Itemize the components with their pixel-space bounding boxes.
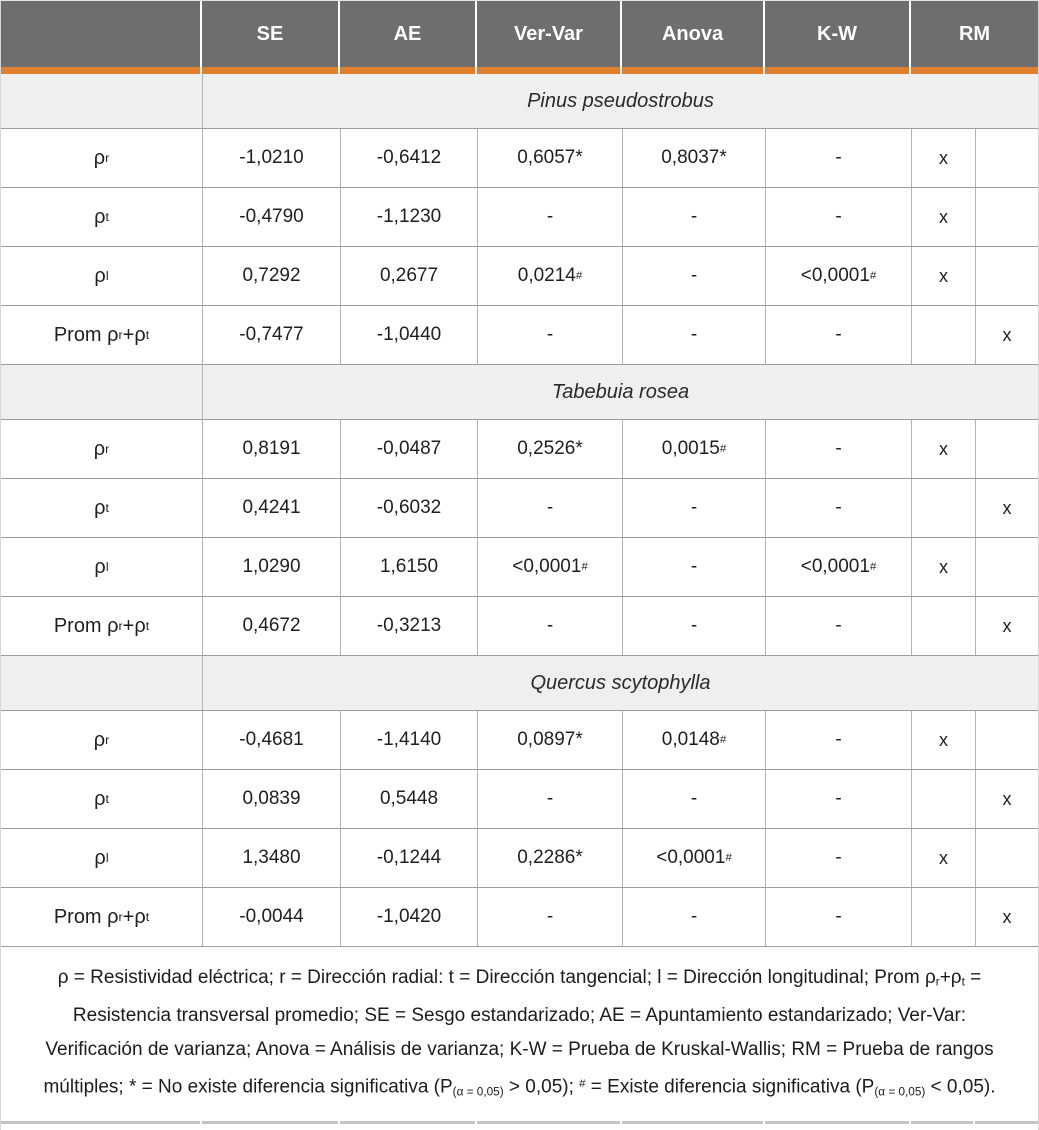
column-header-row-label [1, 1, 202, 67]
cell-anova: 0,0148 # [622, 711, 765, 769]
subscript: t [105, 210, 109, 224]
bottom-border-segment [1, 1121, 202, 1124]
row-label: ρ r [93, 728, 110, 751]
row-label: ρ l [94, 264, 109, 287]
bottom-border-segment [975, 1121, 1038, 1124]
cell-k-w: - [765, 479, 911, 537]
cell-ae: -1,0420 [340, 888, 477, 946]
subscript: l [105, 851, 109, 865]
species-row [1, 74, 1038, 129]
row-label: ρ t [94, 205, 109, 228]
bottom-border-segment [765, 1121, 911, 1124]
bottom-border-segment [202, 1121, 340, 1124]
cell-se: 0,8191 [202, 420, 340, 478]
row-label: ρ l [94, 555, 109, 578]
bottom-border-segment [477, 1121, 622, 1124]
table-row [1, 829, 1038, 888]
superscript: # [579, 1078, 586, 1091]
column-header-rm: RM [911, 1, 1038, 67]
footnote-text: ρ = Resistividad eléctrica; r = Dirección radial: t = Dirección tangencial; l = Dirección longitudinal; Prom $\rho_r+\rho_t$ = Resistencia transversal promedio; SE = Sesgo estandarizado; AE = Apuntamiento estandarizado; Ver-Var: Verificación de varianza; Anova = Análisis de varianza; K-W = Prueba de Kruskal-Wallis; RM = Prueba de rangos múltiples; * = No existe diferencia significativa $(P_{(\alpha = 0,05)} > 0,05)$; # = Existe diferencia significativa $(P_{(\alpha = 0,05)} < 0,05)$. [43, 966, 996, 1099]
species-name: Tabebuia rosea [202, 365, 1038, 419]
accent-band [1, 67, 1038, 74]
row-label: Prom ρ r +ρ t [53, 323, 150, 346]
cell-k-w: - [765, 829, 911, 887]
cell-k-w: - [765, 770, 911, 828]
cell-anova: 0,8037* [622, 129, 765, 187]
table-row [1, 129, 1038, 188]
cell-k-w: - [765, 306, 911, 364]
cell-k-w: - [765, 888, 911, 946]
cell-se: 1,3480 [202, 829, 340, 887]
superscript: # [719, 443, 727, 455]
subscript: (α = 0,05) [874, 1085, 926, 1099]
cell-k-w: - [765, 188, 911, 246]
subscript: l [105, 560, 109, 574]
table-header-row [1, 1, 1038, 67]
cell-rm-1: x [911, 829, 975, 887]
cell-rm-1 [911, 479, 975, 537]
cell-ae: -1,4140 [340, 711, 477, 769]
cell-ver-var: 0,6057* [477, 129, 622, 187]
row-label: Prom ρ r +ρ t [53, 905, 150, 928]
table-row [1, 597, 1038, 656]
accent-band-segment [911, 67, 1038, 74]
cell-rm-1: x [911, 247, 975, 305]
cell-se: -0,0044 [202, 888, 340, 946]
cell-ver-var: - [477, 888, 622, 946]
cell-ver-var: 0,2286* [477, 829, 622, 887]
subscript: r [118, 910, 123, 924]
cell-rm-2: x [975, 479, 1038, 537]
species-name: Pinus pseudostrobus [202, 74, 1038, 128]
cell-rm-2: x [975, 770, 1038, 828]
cell-se: 0,4672 [202, 597, 340, 655]
table-row [1, 711, 1038, 770]
cell-rm-1: x [911, 538, 975, 596]
cell-rm-1 [911, 597, 975, 655]
cell-ver-var: - [477, 597, 622, 655]
subscript: l [105, 269, 109, 283]
subscript: (α = 0,05) [452, 1085, 504, 1099]
cell-ver-var: - [477, 188, 622, 246]
cell-anova: - [622, 597, 765, 655]
cell-rm-2 [975, 829, 1038, 887]
table-body [1, 74, 1038, 947]
cell-rm-1 [911, 306, 975, 364]
row-label: ρ l [94, 846, 109, 869]
table-row [1, 479, 1038, 538]
table-footnote [1, 947, 1038, 1121]
cell-rm-1: x [911, 188, 975, 246]
cell-anova: - [622, 538, 765, 596]
cell-rm-1: x [911, 711, 975, 769]
table-row [1, 888, 1038, 947]
cell-ae: -0,1244 [340, 829, 477, 887]
subscript: t [961, 975, 965, 989]
accent-band-segment [622, 67, 765, 74]
superscript: # [575, 270, 583, 282]
table-row [1, 538, 1038, 597]
bottom-border-segment [622, 1121, 765, 1124]
species-row-spacer [1, 365, 202, 419]
cell-se: -0,4681 [202, 711, 340, 769]
subscript: r [105, 442, 110, 456]
accent-band-segment [340, 67, 477, 74]
species-row [1, 656, 1038, 711]
table-row [1, 188, 1038, 247]
superscript: # [581, 561, 588, 573]
cell-rm-2: x [975, 306, 1038, 364]
cell-se: 0,4241 [202, 479, 340, 537]
cell-k-w: <0,0001 # [765, 247, 911, 305]
cell-se: 0,7292 [202, 247, 340, 305]
cell-ae: -1,0440 [340, 306, 477, 364]
cell-k-w: <0,0001 # [765, 538, 911, 596]
cell-k-w: - [765, 129, 911, 187]
cell-ae: 1,6150 [340, 538, 477, 596]
cell-ae: -0,6412 [340, 129, 477, 187]
below-table-space [1, 1124, 1038, 1130]
cell-anova: 0,0015 # [622, 420, 765, 478]
cell-se: 0,0839 [202, 770, 340, 828]
row-label: ρ r [93, 146, 110, 169]
cell-ver-var: - [477, 306, 622, 364]
subscript: r [118, 328, 123, 342]
cell-se: -0,7477 [202, 306, 340, 364]
cell-anova: - [622, 306, 765, 364]
cell-ver-var: <0,0001 # [477, 538, 622, 596]
column-header-ver-var: Ver-Var [477, 1, 622, 67]
cell-rm-2: x [975, 888, 1038, 946]
cell-rm-2 [975, 420, 1038, 478]
column-header-se: SE [202, 1, 340, 67]
cell-rm-2: x [975, 597, 1038, 655]
row-label: ρ t [94, 787, 109, 810]
accent-band-segment [477, 67, 622, 74]
table-row [1, 247, 1038, 306]
cell-rm-2 [975, 538, 1038, 596]
table-row [1, 770, 1038, 829]
cell-ver-var: 0,2526* [477, 420, 622, 478]
species-row [1, 365, 1038, 420]
cell-ver-var: - [477, 479, 622, 537]
accent-band-segment [1, 67, 202, 74]
cell-rm-1: x [911, 420, 975, 478]
species-name: Quercus scytophylla [202, 656, 1038, 710]
cell-k-w: - [765, 597, 911, 655]
cell-ver-var: 0,0897* [477, 711, 622, 769]
subscript: t [145, 910, 150, 924]
superscript: # [869, 561, 877, 573]
species-row-spacer [1, 74, 202, 128]
subscript: r [118, 619, 123, 633]
row-label: Prom ρ r +ρ t [53, 614, 150, 637]
cell-se: -0,4790 [202, 188, 340, 246]
cell-se: 1,0290 [202, 538, 340, 596]
subscript: t [145, 328, 150, 342]
subscript: r [935, 975, 940, 989]
cell-k-w: - [765, 420, 911, 478]
accent-band-segment [765, 67, 911, 74]
cell-ae: 0,5448 [340, 770, 477, 828]
bottom-border-segment [911, 1121, 975, 1124]
cell-rm-1 [911, 770, 975, 828]
cell-anova: - [622, 888, 765, 946]
cell-ae: 0,2677 [340, 247, 477, 305]
subscript: r [105, 151, 110, 165]
cell-anova: - [622, 247, 765, 305]
cell-anova: - [622, 770, 765, 828]
superscript: # [869, 270, 877, 282]
column-header-anova: Anova [622, 1, 765, 67]
subscript: t [145, 619, 150, 633]
accent-band-segment [202, 67, 340, 74]
cell-ae: -0,3213 [340, 597, 477, 655]
cell-ae: -0,6032 [340, 479, 477, 537]
table-bottom-border [1, 1121, 1038, 1124]
cell-rm-1: x [911, 129, 975, 187]
superscript: # [725, 852, 732, 864]
cell-rm-2 [975, 711, 1038, 769]
subscript: t [105, 792, 109, 806]
cell-rm-2 [975, 188, 1038, 246]
subscript: t [105, 501, 109, 515]
row-label: ρ r [93, 437, 110, 460]
bottom-border-segment [340, 1121, 477, 1124]
table-row [1, 306, 1038, 365]
superscript: # [719, 734, 727, 746]
cell-ae: -0,0487 [340, 420, 477, 478]
cell-ver-var: - [477, 770, 622, 828]
cell-rm-2 [975, 247, 1038, 305]
cell-k-w: - [765, 711, 911, 769]
cell-rm-2 [975, 129, 1038, 187]
species-row-spacer [1, 656, 202, 710]
cell-anova: <0,0001 # [622, 829, 765, 887]
column-header-ae: AE [340, 1, 477, 67]
cell-anova: - [622, 188, 765, 246]
cell-ver-var: 0,0214 # [477, 247, 622, 305]
row-label: ρ t [94, 496, 109, 519]
cell-anova: - [622, 479, 765, 537]
table-row [1, 420, 1038, 479]
subscript: r [105, 733, 110, 747]
cell-rm-1 [911, 888, 975, 946]
cell-ae: -1,1230 [340, 188, 477, 246]
cell-se: -1,0210 [202, 129, 340, 187]
column-header-k-w: K-W [765, 1, 911, 67]
